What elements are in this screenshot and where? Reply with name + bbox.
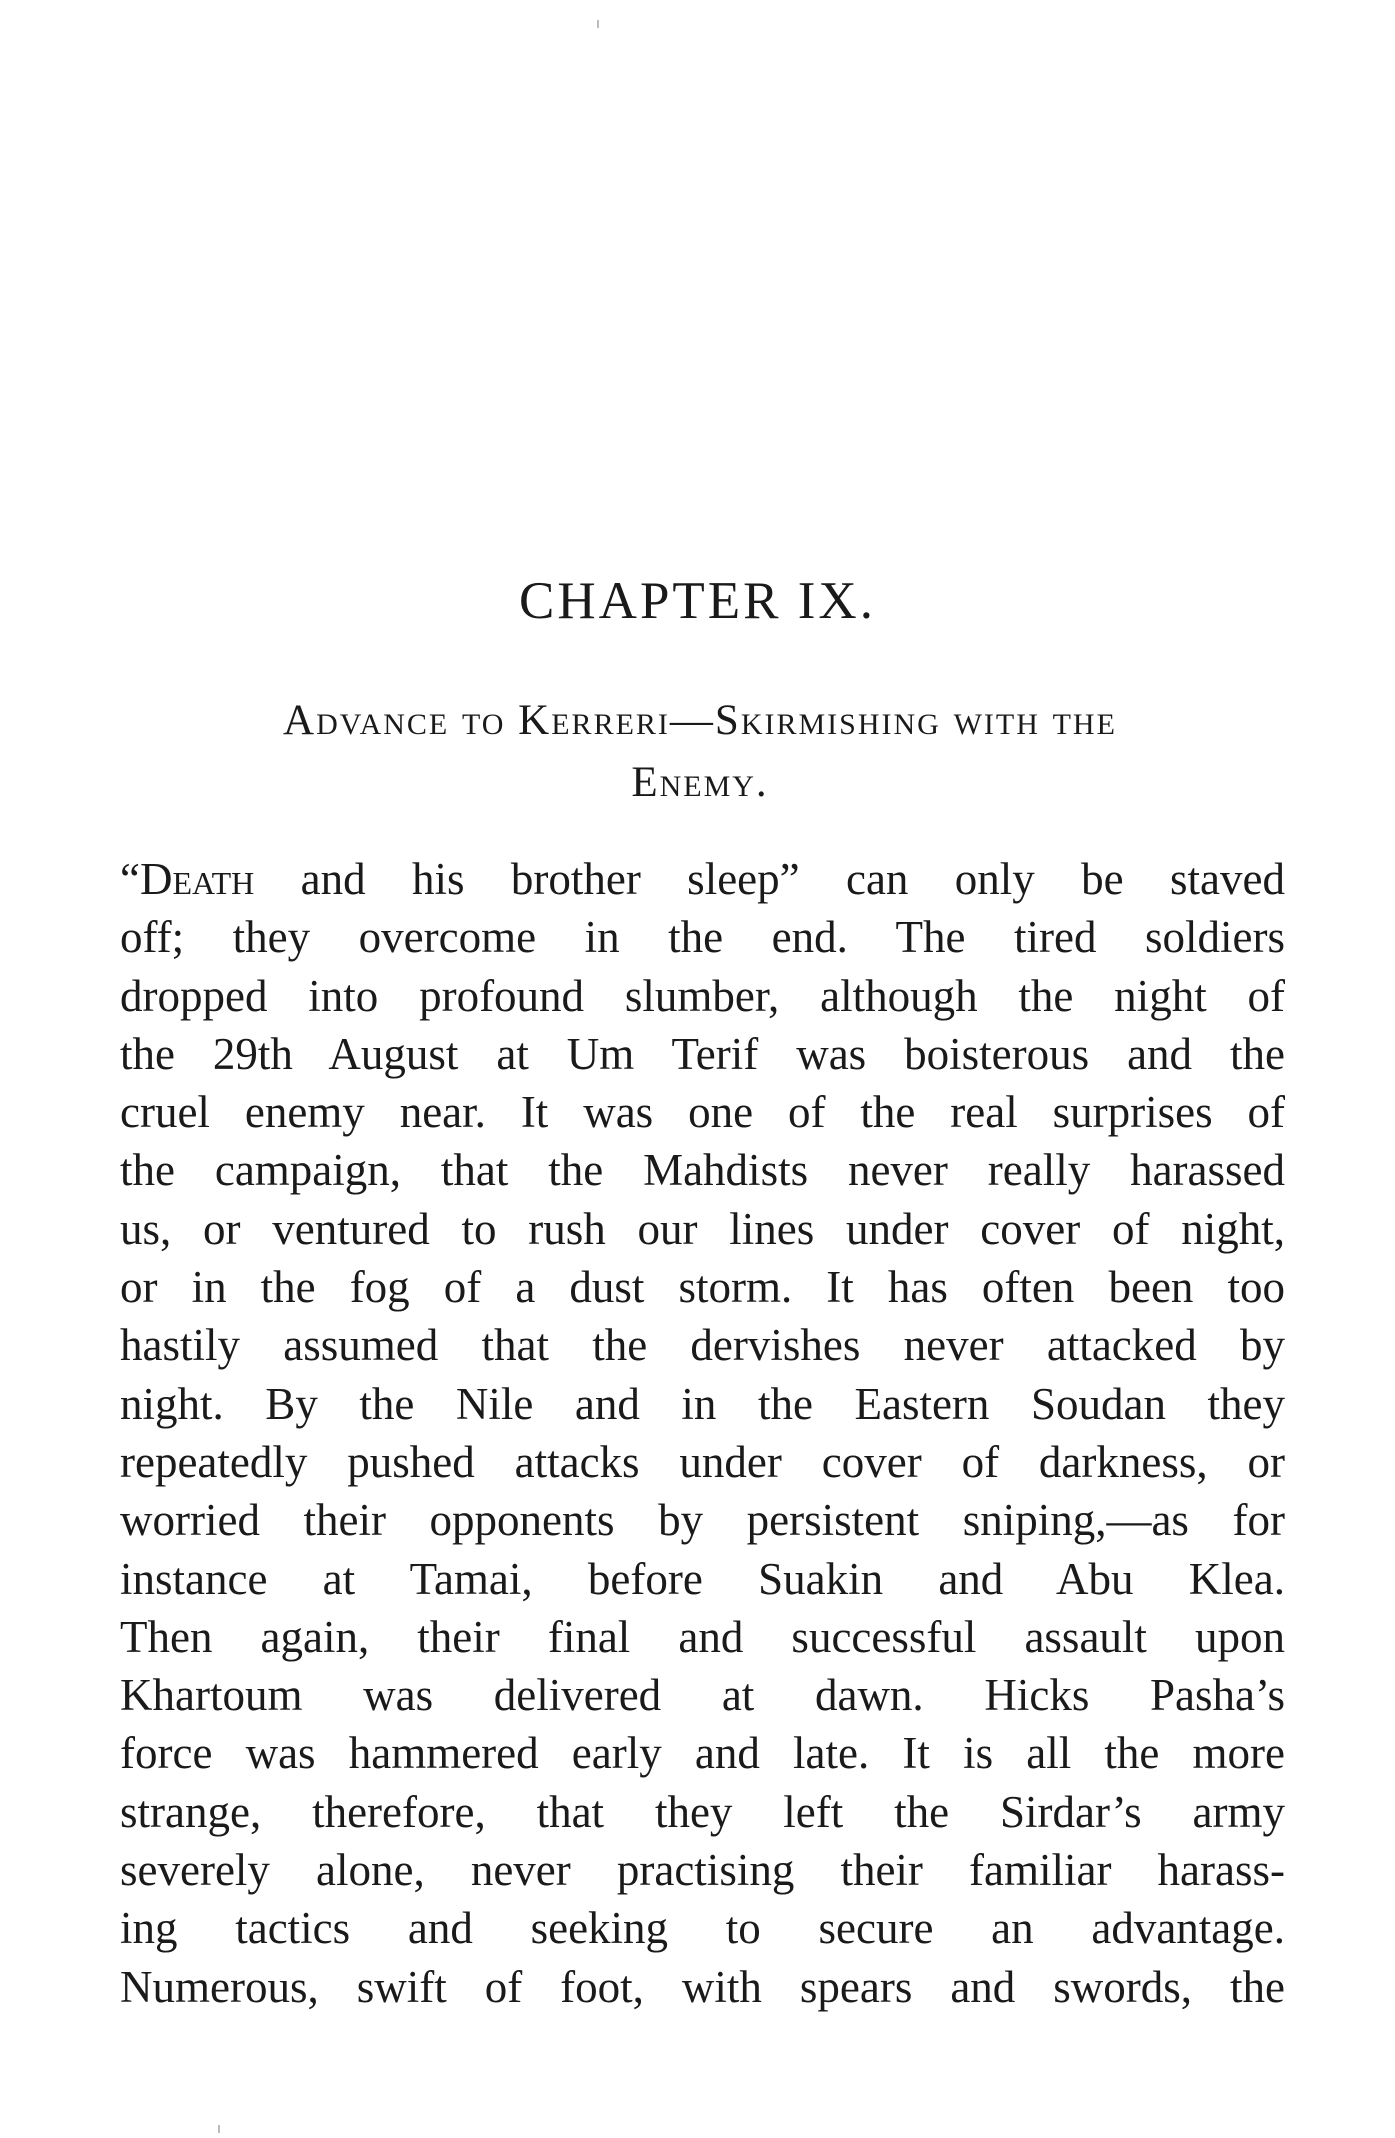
scan-speck <box>597 20 599 28</box>
chapter-heading: CHAPTER IX. <box>519 572 876 630</box>
chapter-subtitle <box>170 690 1230 814</box>
paragraph-line-15: Khartoum was delivered at dawn. Hicks Pasha’s <box>120 1670 1285 1721</box>
paragraph-line-9: hastily assumed that the dervishes never attacked by <box>120 1320 1285 1371</box>
paragraph-line-11: repeatedly pushed attacks under cover of darkness, or <box>120 1436 1285 1487</box>
opening-quote: “ <box>120 854 140 904</box>
paragraph-line-1-text: and his brother sleep” can only be staved <box>254 854 1285 904</box>
paragraph-line-16: force was hammered early and late. It is all the more <box>120 1728 1285 1779</box>
paragraph-line-17: strange, therefore, that they left the Sirdar’s army <box>120 1786 1285 1837</box>
paragraph-line-7: us, or ventured to rush our lines under cover of night, <box>120 1203 1285 1254</box>
paragraph-line-6: the campaign, that the Mahdists never really harassed <box>120 1145 1285 1196</box>
paragraph-line-18: severely alone, never practising their familiar harass- <box>120 1845 1285 1896</box>
paragraph-line-5: cruel enemy near. It was one of the real surprises of <box>120 1087 1285 1138</box>
paragraph-line-2: off; they overcome in the end. The tired soldiers <box>120 912 1285 963</box>
chapter-subtitle-line-2: Enemy. <box>631 759 769 806</box>
chapter-subtitle-line-1: Advance to Kerreri—Skirmishing with the <box>283 697 1117 744</box>
paragraph-line-19: ing tactics and seeking to secure an advantage. <box>120 1903 1285 1954</box>
paragraph-line-12: worried their opponents by persistent sniping,—as for <box>120 1495 1285 1546</box>
paragraph-line-10: night. By the Nile and in the Eastern Soudan they <box>120 1378 1285 1429</box>
paragraph-line-20: Numerous, swift of foot, with spears and swords, the <box>120 1961 1285 2012</box>
paragraph-line-13: instance at Tamai, before Suakin and Abu Klea. <box>120 1553 1285 1604</box>
drop-word: Death <box>139 854 255 904</box>
paragraph-line-1 <box>120 850 1285 908</box>
scan-speck <box>218 2125 220 2133</box>
paragraph-line-14: Then again, their final and successful assault upon <box>120 1611 1285 1662</box>
paragraph-line-3: dropped into profound slumber, although the night of <box>120 970 1285 1021</box>
paragraph-line-4: the 29th August at Um Terif was boisterous and the <box>120 1028 1285 1079</box>
paragraph-line-8: or in the fog of a dust storm. It has often been too <box>120 1262 1285 1313</box>
body-paragraph <box>120 850 1285 2016</box>
